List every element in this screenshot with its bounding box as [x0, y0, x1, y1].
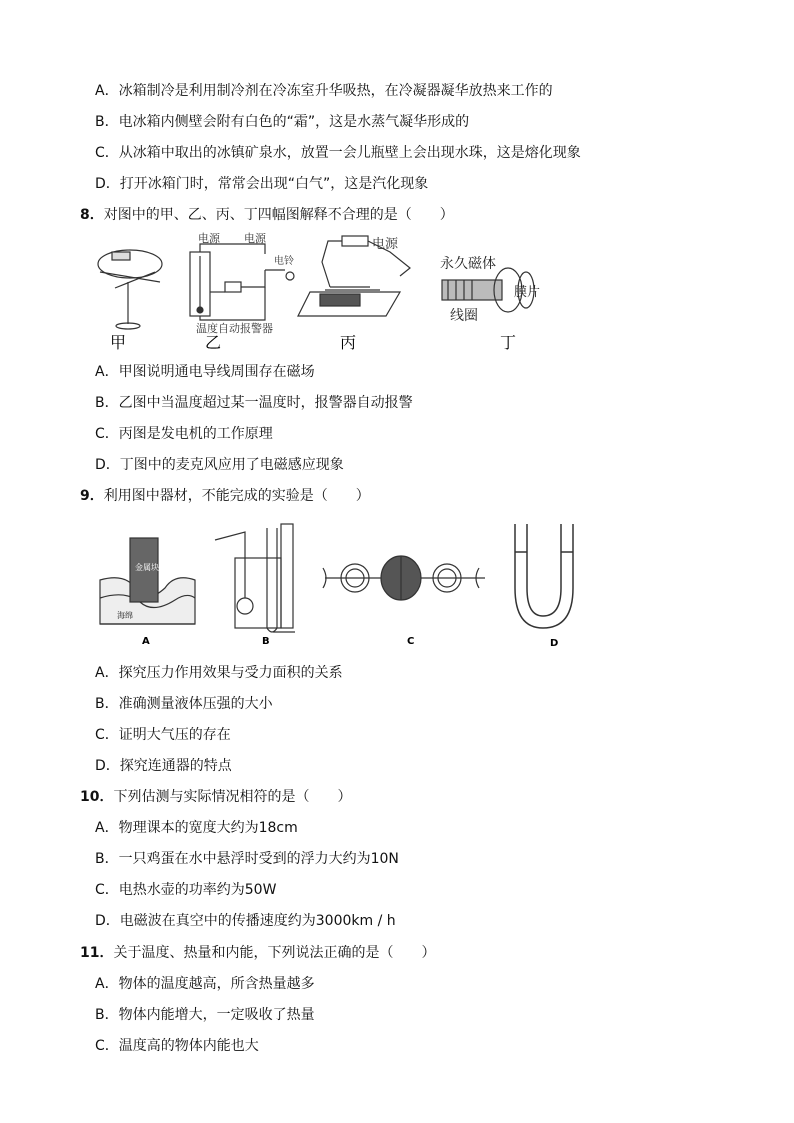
figure-a — [100, 538, 195, 624]
label-coil: 线圈 — [450, 308, 478, 324]
label-alarm: 温度自动报警器 — [196, 322, 273, 335]
q9-option-a: A．探究压力作用效果与受力面积的关系 — [95, 665, 343, 681]
q9-option-c: C．证明大气压的存在 — [95, 727, 231, 743]
q11-number: 11． — [80, 945, 114, 961]
label-power-yi-2: 电源 — [244, 232, 266, 245]
caption-c: C — [407, 636, 415, 647]
label-diaphragm: 膜片 — [514, 285, 541, 300]
label-sponge: 海绵 — [117, 611, 133, 620]
q10-option-d: D．电磁波在真空中的传播速度约为3000km / h — [95, 913, 396, 929]
caption-jia: 甲 — [110, 333, 127, 352]
label-magnet: 永久磁体 — [440, 256, 496, 272]
q10-option-a: A．物理课本的宽度大约为18cm — [95, 820, 298, 836]
caption-bing: 丙 — [340, 333, 357, 352]
q8-stem — [80, 205, 454, 225]
q9-stem — [80, 486, 370, 506]
q9-stem-text: 利用图中器材，不能完成的实验是（ ） — [103, 488, 370, 504]
q11-stem — [80, 943, 435, 963]
q10-number: 10． — [80, 789, 114, 805]
label-block: 金属块 — [135, 563, 159, 572]
q7-option-a: A．冰箱制冷是利用制冷剂在冷冻室升华吸热，在冷凝器凝华放热来工作的 — [95, 83, 553, 99]
q8-figure-svg — [90, 232, 550, 352]
q9-figure-svg — [95, 518, 595, 653]
figure-b — [215, 524, 295, 632]
caption-ding: 丁 — [500, 333, 517, 352]
q8-option-d: D．丁图中的麦克风应用了电磁感应现象 — [95, 457, 344, 473]
q7-option-c: C．从冰箱中取出的冰镇矿泉水，放置一会儿瓶壁上会出现水珠，这是熔化现象 — [95, 145, 581, 161]
caption-b: B — [262, 636, 270, 647]
q8-option-c: C．丙图是发电机的工作原理 — [95, 426, 273, 442]
q11-option-c: C．温度高的物体内能也大 — [95, 1038, 259, 1054]
q9-figure — [95, 518, 595, 653]
q11-option-b: B．物体内能增大，一定吸收了热量 — [95, 1007, 315, 1023]
q8-figure — [90, 232, 550, 352]
label-power-bing: 电源 — [372, 237, 399, 252]
caption-a: A — [142, 636, 150, 647]
q10-option-c: C．电热水壶的功率约为50W — [95, 882, 277, 898]
figure-jia — [98, 250, 162, 329]
q8-option-b: B．乙图中当温度超过某一温度时，报警器自动报警 — [95, 395, 413, 411]
label-bell: 电铃 — [274, 256, 294, 267]
label-power-yi-1: 电源 — [198, 232, 220, 245]
q10-stem-text: 下列估测与实际情况相符的是（ ） — [113, 789, 352, 805]
q10-stem — [80, 787, 351, 807]
q11-stem-text: 关于温度、热量和内能，下列说法正确的是（ ） — [113, 945, 436, 961]
caption-d: D — [550, 638, 559, 649]
q8-stem-text: 对图中的甲、乙、丙、丁四幅图解释不合理的是（ ） — [103, 207, 454, 223]
q9-option-d: D．探究连通器的特点 — [95, 758, 232, 774]
q9-number: 9． — [80, 488, 104, 504]
q8-option-a: A．甲图说明通电导线周围存在磁场 — [95, 364, 315, 380]
figure-c — [323, 556, 485, 600]
q7-option-d: D．打开冰箱门时，常常会出现“白气”，这是汽化现象 — [95, 176, 429, 192]
caption-yi: 乙 — [205, 333, 222, 352]
q10-option-b: B．一只鸡蛋在水中悬浮时受到的浮力大约为10N — [95, 851, 399, 867]
figure-d — [515, 524, 573, 628]
q9-option-b: B．准确测量液体压强的大小 — [95, 696, 273, 712]
q8-number: 8． — [80, 207, 104, 223]
q7-option-b: B．电冰箱内侧壁会附有白色的“霜”，这是水蒸气凝华形成的 — [95, 114, 470, 130]
q11-option-a: A．物体的温度越高，所含热量越多 — [95, 976, 315, 992]
